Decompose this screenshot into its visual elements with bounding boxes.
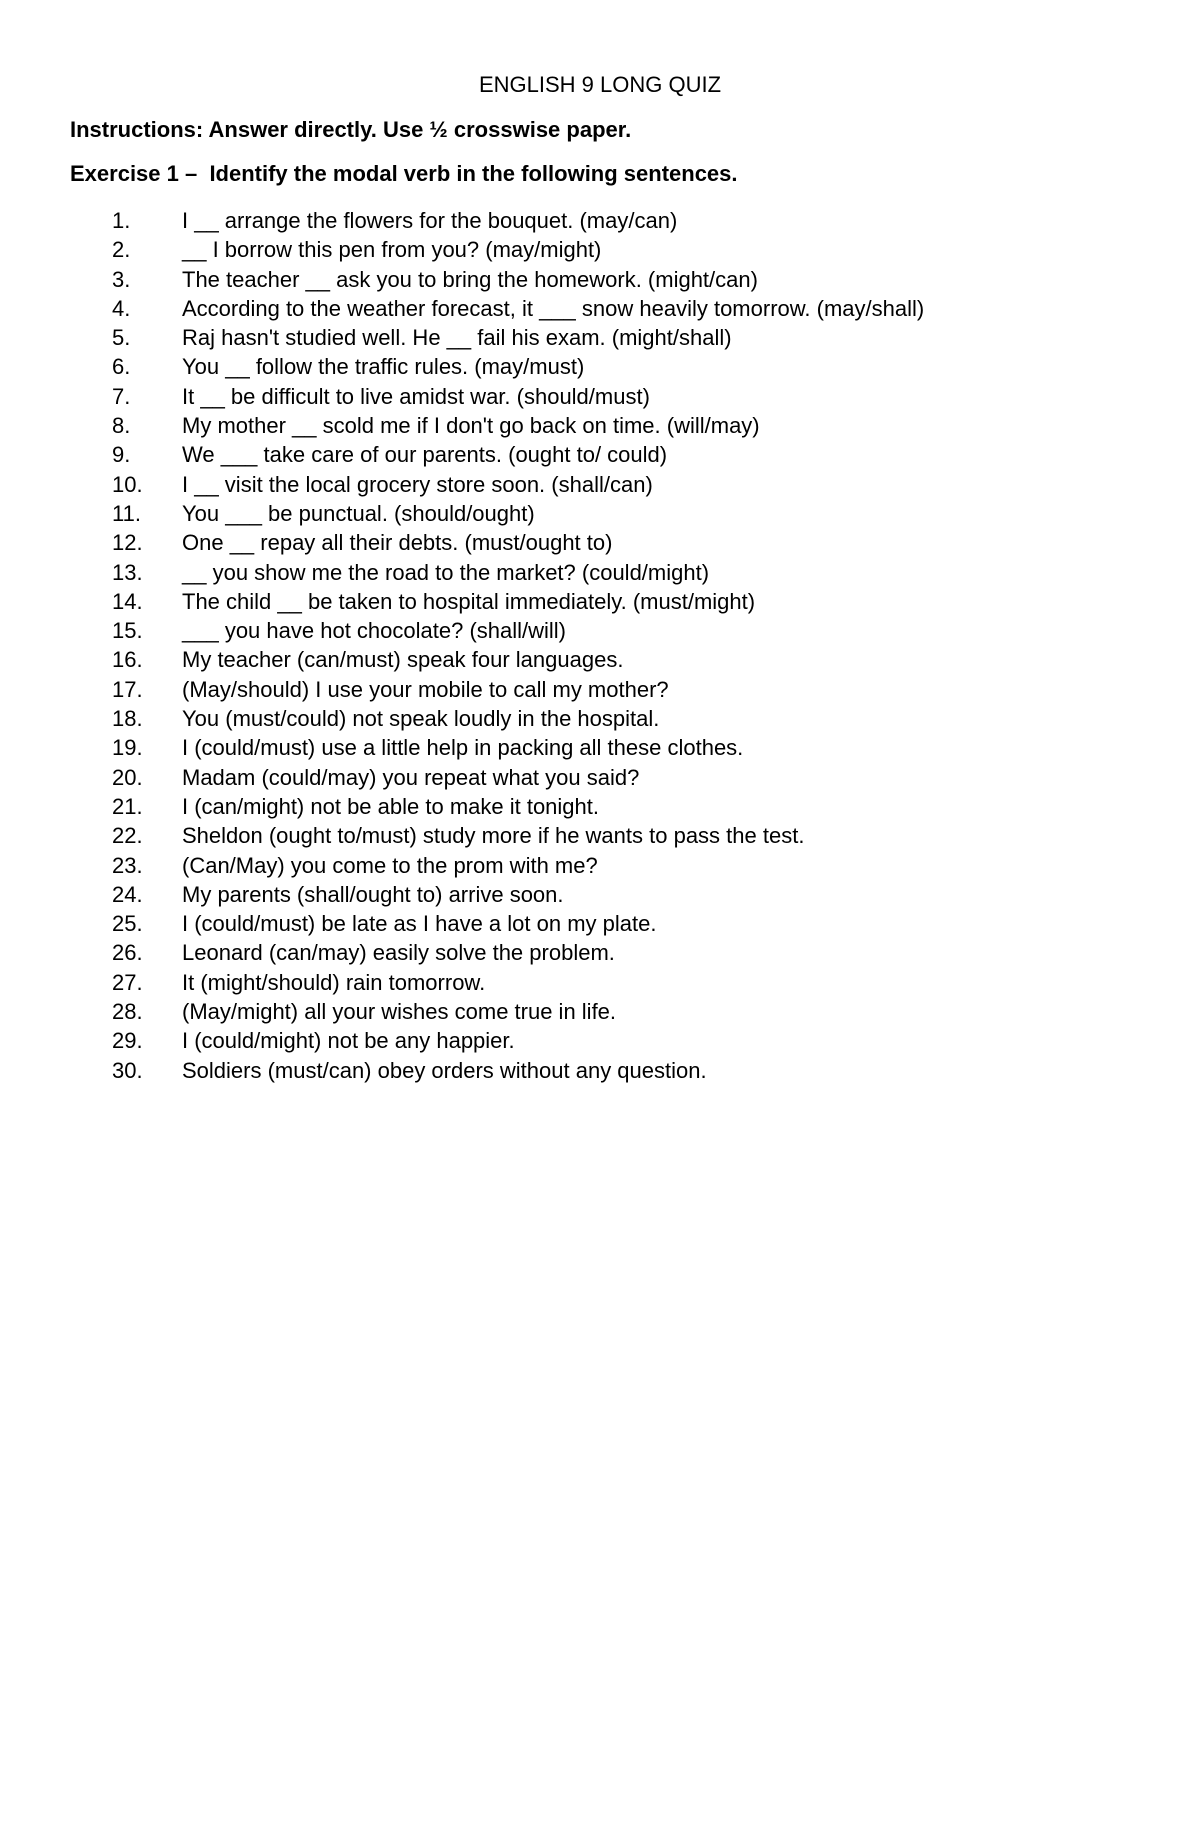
list-item xyxy=(0,938,1200,967)
item-text: (May/might) all your wishes come true in life. xyxy=(182,999,617,1025)
item-text: It __ be difficult to live amidst war. (should/must) xyxy=(182,383,650,409)
item-text: ___ you have hot chocolate? (shall/will) xyxy=(182,618,567,644)
item-number: 26. xyxy=(112,940,143,966)
item-number: 19. xyxy=(112,735,143,761)
list-item xyxy=(0,645,1200,674)
instructions: Instructions: Answer directly. Use ½ crosswise paper. xyxy=(70,117,632,142)
item-number: 2. xyxy=(112,237,131,263)
list-item xyxy=(0,909,1200,938)
exercise-heading: Exercise 1 – Identify the modal verb in the following sentences. xyxy=(70,161,738,186)
item-text: According to the weather forecast, it ___ snow heavily tomorrow. (may/shall) xyxy=(182,295,925,321)
item-number: 5. xyxy=(112,325,131,351)
item-number: 20. xyxy=(112,764,143,790)
list-item xyxy=(0,411,1200,440)
item-text: Sheldon (ought to/must) study more if he wants to pass the test. xyxy=(182,823,805,849)
list-item xyxy=(0,265,1200,294)
item-number: 24. xyxy=(112,881,143,907)
item-text: The teacher __ ask you to bring the homework. (might/can) xyxy=(182,266,758,292)
item-text: One __ repay all their debts. (must/ought to) xyxy=(182,530,613,556)
list-item xyxy=(0,763,1200,792)
quiz-title: ENGLISH 9 LONG QUIZ xyxy=(478,72,722,97)
item-number: 30. xyxy=(112,1057,143,1083)
list-item xyxy=(0,1056,1200,1085)
item-text: I __ arrange the flowers for the bouquet. (may/can) xyxy=(182,208,678,233)
list-item xyxy=(0,968,1200,997)
item-number: 22. xyxy=(112,823,143,849)
item-number: 28. xyxy=(112,999,143,1025)
item-text: You __ follow the traffic rules. (may/must) xyxy=(182,354,585,380)
item-text: You ___ be punctual. (should/ought) xyxy=(182,500,535,526)
item-number: 16. xyxy=(112,647,143,673)
question-list xyxy=(0,206,1200,1085)
item-number: 1. xyxy=(112,208,131,233)
list-item xyxy=(0,470,1200,499)
list-item xyxy=(0,235,1200,264)
item-text: I (can/might) not be able to make it tonight. xyxy=(182,793,600,819)
item-text: I __ visit the local grocery store soon. (shall/can) xyxy=(182,471,653,497)
list-item xyxy=(0,323,1200,352)
list-item xyxy=(0,1026,1200,1055)
item-text: (May/should) I use your mobile to call my mother? xyxy=(182,676,669,702)
item-text: I (could/might) not be any happier. xyxy=(182,1028,515,1054)
item-number: 23. xyxy=(112,852,143,878)
item-text: I (could/must) be late as I have a lot on my plate. xyxy=(182,911,657,937)
item-number: 10. xyxy=(112,471,143,497)
list-item xyxy=(0,558,1200,587)
list-item xyxy=(0,440,1200,469)
item-text: It (might/should) rain tomorrow. xyxy=(182,969,486,995)
list-item xyxy=(0,704,1200,733)
item-number: 8. xyxy=(112,413,131,439)
item-text: Soldiers (must/can) obey orders without any question. xyxy=(182,1057,707,1083)
list-item xyxy=(0,616,1200,645)
item-number: 17. xyxy=(112,676,143,702)
item-text: You (must/could) not speak loudly in the hospital. xyxy=(182,706,660,732)
item-text: We ___ take care of our parents. (ought to/ could) xyxy=(182,442,668,468)
item-text: The child __ be taken to hospital immediately. (must/might) xyxy=(182,588,756,614)
item-number: 9. xyxy=(112,442,131,468)
item-number: 11. xyxy=(112,500,141,526)
list-item xyxy=(0,792,1200,821)
item-number: 18. xyxy=(112,706,143,732)
item-number: 3. xyxy=(112,266,131,292)
item-text: I (could/must) use a little help in packing all these clothes. xyxy=(182,735,744,761)
item-text: __ you show me the road to the market? (could/might) xyxy=(182,559,710,585)
list-item xyxy=(0,528,1200,557)
item-number: 4. xyxy=(112,295,131,321)
list-item xyxy=(0,382,1200,411)
list-item xyxy=(0,821,1200,850)
item-text: Leonard (can/may) easily solve the problem. xyxy=(182,940,615,966)
item-number: 6. xyxy=(112,354,131,380)
item-text: Raj hasn't studied well. He __ fail his exam. (might/shall) xyxy=(182,325,732,351)
item-number: 27. xyxy=(112,969,143,995)
list-item xyxy=(0,352,1200,381)
list-item xyxy=(0,499,1200,528)
item-number: 14. xyxy=(112,588,143,614)
list-item xyxy=(0,675,1200,704)
item-text: My parents (shall/ought to) arrive soon. xyxy=(182,881,564,907)
list-item xyxy=(0,880,1200,909)
item-number: 21. xyxy=(112,793,143,819)
item-number: 15. xyxy=(112,618,143,644)
list-item xyxy=(0,206,1200,235)
list-item xyxy=(0,733,1200,762)
item-number: 7. xyxy=(112,383,131,409)
item-number: 13. xyxy=(112,559,143,585)
list-item xyxy=(0,997,1200,1026)
list-item xyxy=(0,294,1200,323)
list-item xyxy=(0,587,1200,616)
item-text: My teacher (can/must) speak four languages. xyxy=(182,647,624,673)
item-text: Madam (could/may) you repeat what you said? xyxy=(182,764,640,790)
item-number: 25. xyxy=(112,911,143,937)
item-text: My mother __ scold me if I don't go back on time. (will/may) xyxy=(182,413,760,439)
item-text: (Can/May) you come to the prom with me? xyxy=(182,852,598,878)
list-item xyxy=(0,851,1200,880)
item-text: __ I borrow this pen from you? (may/might) xyxy=(182,237,602,263)
item-number: 29. xyxy=(112,1028,143,1054)
item-number: 12. xyxy=(112,530,143,556)
